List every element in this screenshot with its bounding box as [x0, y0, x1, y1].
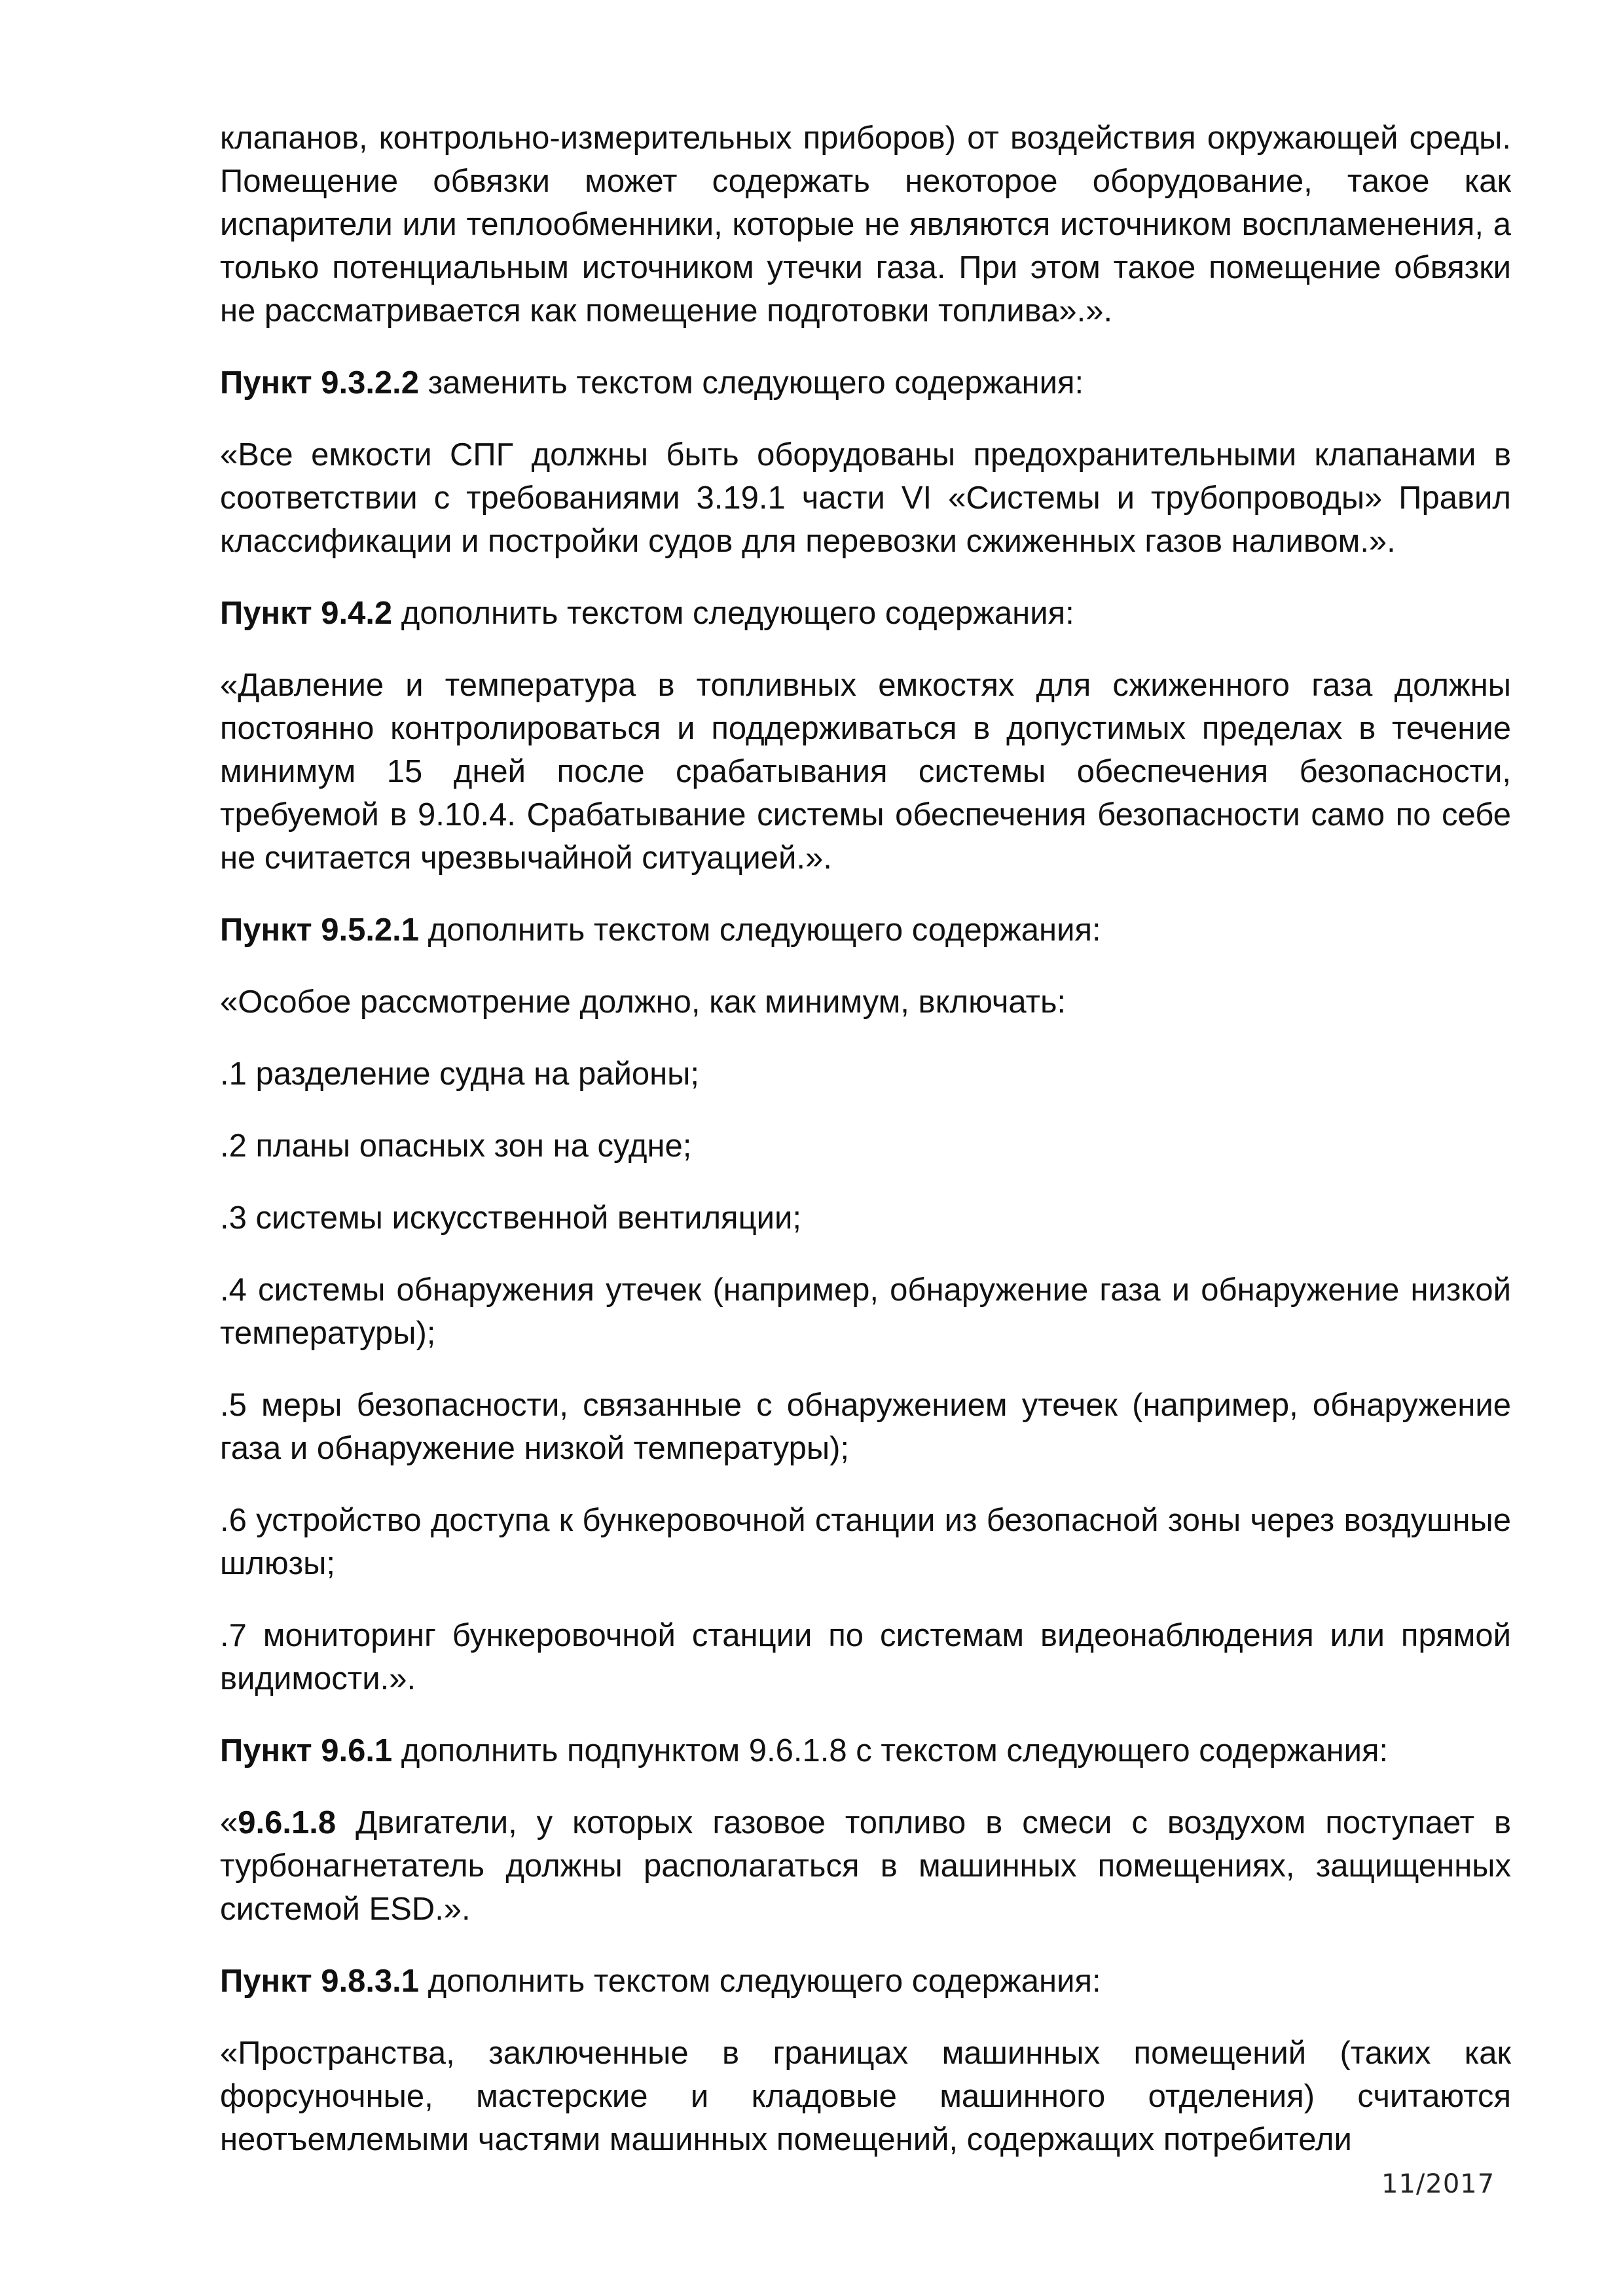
- opening-quote: «: [220, 1805, 238, 1840]
- clause-instruction: заменить текстом следующего содержания:: [419, 365, 1084, 401]
- subclause-text: Двигатели, у которых газовое топливо в смеси с воздухом поступает в турбонагнетатель должны располагаться в машинных помещениях, защищенных системой ESD.».: [220, 1805, 1511, 1927]
- clause-instruction: дополнить текстом следующего содержания:: [392, 596, 1074, 631]
- clause-instruction: дополнить подпунктом 9.6.1.8 с текстом следующего содержания:: [392, 1733, 1389, 1768]
- paragraph-9-6-1-8: [220, 1801, 1511, 1931]
- section-heading-9-5-2-1: [220, 908, 1511, 952]
- paragraph-intro: клапанов, контрольно-измерительных приборов) от воздействия окружающей среды. Помещение обвязки может содержать некоторое оборудование, такое как испарители или теплообменники, которые не являются источником воспламенения, а только потенциальным источником утечки газа. При этом такое помещение обвязки не рассматривается как помещение подготовки топлива».».: [220, 120, 1511, 329]
- page-number: 11/2017: [1381, 2169, 1495, 2199]
- list-item-5: .5 меры безопасности, связанные с обнаружением утечек (например, обнаружение газа и обнаружение низкой температуры);: [220, 1388, 1511, 1466]
- document-body: [220, 117, 1511, 2161]
- section-heading-9-6-1: [220, 1729, 1511, 1772]
- clause-instruction: дополнить текстом следующего содержания:: [419, 912, 1101, 948]
- paragraph-pressure-temperature: «Давление и температура в топливных емкостях для сжиженного газа должны постоянно контролироваться и поддерживаться в допустимых пределах в течение минимум 15 дней после срабатывания системы обеспечения безопасности, требуемой в 9.10.4. Срабатывание системы обеспечения безопасности само по себе не считается чрезвычайной ситуацией.».: [220, 668, 1511, 876]
- paragraph-special-consideration: «Особое рассмотрение должно, как минимум, включать:: [220, 984, 1067, 1020]
- clause-number: Пункт 9.6.1: [220, 1733, 393, 1768]
- clause-number: Пункт 9.5.2.1: [220, 912, 420, 948]
- list-item-7: .7 мониторинг бункеровочной станции по системам видеонаблюдения или прямой видимости.».: [220, 1618, 1511, 1696]
- clause-instruction: дополнить текстом следующего содержания:: [419, 1964, 1101, 1999]
- section-heading-9-3-2-2: [220, 361, 1511, 404]
- clause-number: Пункт 9.4.2: [220, 596, 393, 631]
- section-heading-9-8-3-1: [220, 1960, 1511, 2003]
- list-item-4: .4 системы обнаружения утечек (например, обнаружение газа и обнаружение низкой температуры);: [220, 1272, 1511, 1351]
- clause-number: Пункт 9.3.2.2: [220, 365, 420, 401]
- list-item-6: .6 устройство доступа к бункеровочной станции из безопасной зоны через воздушные шлюзы;: [220, 1503, 1511, 1581]
- clause-number: Пункт 9.8.3.1: [220, 1964, 420, 1999]
- list-item-3: .3 системы искусственной вентиляции;: [220, 1200, 802, 1236]
- paragraph-machinery-spaces: «Пространства, заключенные в границах машинных помещений (таких как форсуночные, мастерские и кладовые машинного отделения) считаются неотъемлемыми частями машинных помещений, содержащих потребители: [220, 2036, 1511, 2157]
- section-heading-9-4-2: [220, 592, 1511, 635]
- subclause-number: 9.6.1.8: [238, 1805, 337, 1840]
- list-item-2: .2 планы опасных зон на судне;: [220, 1128, 692, 1164]
- list-item-1: .1 разделение судна на районы;: [220, 1056, 700, 1092]
- paragraph-lng-tanks: «Все емкости СПГ должны быть оборудованы предохранительными клапанами в соответствии с требованиями 3.19.1 части VI «Системы и трубопроводы» Правил классификации и постройки судов для перевозки сжиженных газов наливом.».: [220, 437, 1512, 559]
